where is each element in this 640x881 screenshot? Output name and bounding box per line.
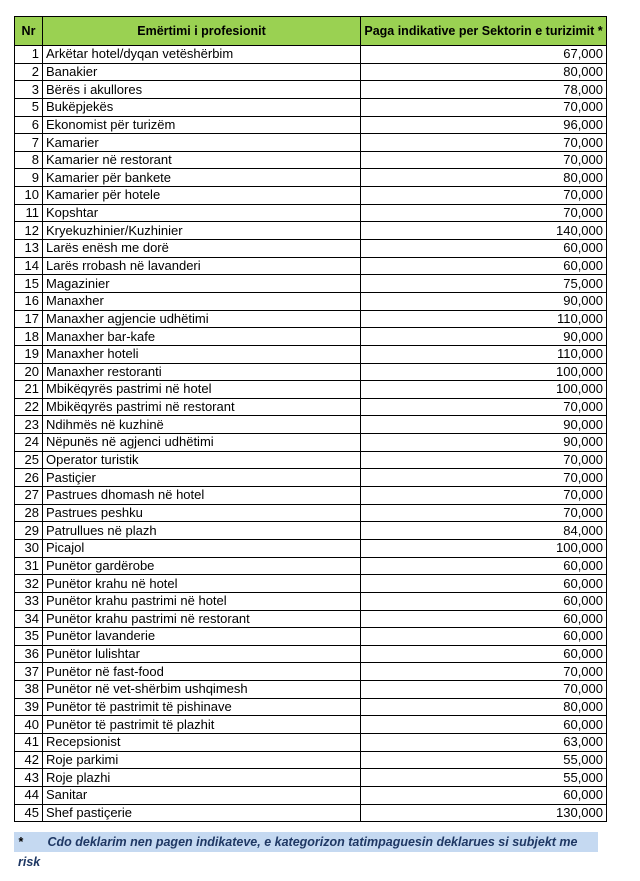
table-row xyxy=(15,187,607,205)
table-row xyxy=(15,151,607,169)
profession-name: Pastiçier xyxy=(43,469,361,487)
indicative-wage: 90,000 xyxy=(361,328,607,346)
table-row xyxy=(15,522,607,540)
indicative-wage: 70,000 xyxy=(361,98,607,116)
profession-name: Punëtor krahu pastrimi në hotel xyxy=(43,592,361,610)
profession-name: Kryekuzhinier/Kuzhinier xyxy=(43,222,361,240)
table-row xyxy=(15,769,607,787)
table-header-row xyxy=(15,17,607,46)
row-number: 21 xyxy=(15,381,43,399)
indicative-wage: 70,000 xyxy=(361,398,607,416)
profession-name: Punëtor në vet-shërbim ushqimesh xyxy=(43,681,361,699)
table-row xyxy=(15,751,607,769)
table-row xyxy=(15,275,607,293)
indicative-wage: 60,000 xyxy=(361,645,607,663)
profession-name: Operator turistik xyxy=(43,451,361,469)
table-row xyxy=(15,98,607,116)
table-row xyxy=(15,469,607,487)
table-row xyxy=(15,363,607,381)
indicative-wage: 67,000 xyxy=(361,46,607,64)
table-row xyxy=(15,328,607,346)
table-row xyxy=(15,698,607,716)
profession-name: Larës rrobash në lavanderi xyxy=(43,257,361,275)
indicative-wage: 60,000 xyxy=(361,610,607,628)
indicative-wage: 55,000 xyxy=(361,751,607,769)
indicative-wage: 100,000 xyxy=(361,539,607,557)
row-number: 29 xyxy=(15,522,43,540)
header-indicative-wage: Paga indikative per Sektorin e turizimit * xyxy=(361,17,607,46)
table-row xyxy=(15,487,607,505)
row-number: 37 xyxy=(15,663,43,681)
profession-name: Punëtor krahu në hotel xyxy=(43,575,361,593)
table-row xyxy=(15,416,607,434)
indicative-wage: 110,000 xyxy=(361,345,607,363)
indicative-wage: 90,000 xyxy=(361,434,607,452)
row-number: 43 xyxy=(15,769,43,787)
indicative-wage: 70,000 xyxy=(361,681,607,699)
row-number: 7 xyxy=(15,134,43,152)
row-number: 24 xyxy=(15,434,43,452)
row-number: 40 xyxy=(15,716,43,734)
indicative-wage: 80,000 xyxy=(361,698,607,716)
profession-name: Kamarier për bankete xyxy=(43,169,361,187)
profession-name: Punëtor të pastrimit të plazhit xyxy=(43,716,361,734)
table-row xyxy=(15,169,607,187)
profession-name: Magazinier xyxy=(43,275,361,293)
profession-name: Ekonomist për turizëm xyxy=(43,116,361,134)
profession-name: Punëtor lavanderie xyxy=(43,628,361,646)
table-row xyxy=(15,804,607,822)
table-row xyxy=(15,240,607,258)
profession-name: Picajol xyxy=(43,539,361,557)
row-number: 30 xyxy=(15,539,43,557)
row-number: 18 xyxy=(15,328,43,346)
indicative-wage: 60,000 xyxy=(361,257,607,275)
row-number: 10 xyxy=(15,187,43,205)
table-row xyxy=(15,716,607,734)
table-row xyxy=(15,575,607,593)
indicative-wage: 63,000 xyxy=(361,733,607,751)
row-number: 15 xyxy=(15,275,43,293)
header-nr: Nr xyxy=(15,17,43,46)
row-number: 27 xyxy=(15,487,43,505)
profession-name: Punëtor të pastrimit të pishinave xyxy=(43,698,361,716)
row-number: 16 xyxy=(15,292,43,310)
profession-name: Pastrues dhomash në hotel xyxy=(43,487,361,505)
indicative-wage: 75,000 xyxy=(361,275,607,293)
indicative-wage: 78,000 xyxy=(361,81,607,99)
profession-name: Manaxher xyxy=(43,292,361,310)
profession-name: Mbikëqyrës pastrimi në restorant xyxy=(43,398,361,416)
row-number: 45 xyxy=(15,804,43,822)
indicative-wage: 60,000 xyxy=(361,716,607,734)
row-number: 13 xyxy=(15,240,43,258)
indicative-wage: 70,000 xyxy=(361,187,607,205)
wage-table xyxy=(14,16,607,822)
indicative-wage: 90,000 xyxy=(361,292,607,310)
profession-name: Bukëpjekës xyxy=(43,98,361,116)
indicative-wage: 80,000 xyxy=(361,169,607,187)
table-row xyxy=(15,134,607,152)
indicative-wage: 70,000 xyxy=(361,151,607,169)
profession-name: Kamarier në restorant xyxy=(43,151,361,169)
row-number: 8 xyxy=(15,151,43,169)
indicative-wage: 60,000 xyxy=(361,786,607,804)
indicative-wage: 60,000 xyxy=(361,592,607,610)
row-number: 31 xyxy=(15,557,43,575)
table-row xyxy=(15,645,607,663)
row-number: 9 xyxy=(15,169,43,187)
profession-name: Manaxher hoteli xyxy=(43,345,361,363)
row-number: 39 xyxy=(15,698,43,716)
row-number: 3 xyxy=(15,81,43,99)
table-row xyxy=(15,610,607,628)
row-number: 33 xyxy=(15,592,43,610)
profession-name: Punëtor lulishtar xyxy=(43,645,361,663)
table-row xyxy=(15,398,607,416)
indicative-wage: 100,000 xyxy=(361,363,607,381)
row-number: 28 xyxy=(15,504,43,522)
row-number: 25 xyxy=(15,451,43,469)
row-number: 5 xyxy=(15,98,43,116)
indicative-wage: 60,000 xyxy=(361,240,607,258)
indicative-wage: 70,000 xyxy=(361,487,607,505)
row-number: 23 xyxy=(15,416,43,434)
profession-name: Mbikëqyrës pastrimi në hotel xyxy=(43,381,361,399)
indicative-wage: 70,000 xyxy=(361,134,607,152)
row-number: 34 xyxy=(15,610,43,628)
footnote-text: Cdo deklarim nen pagen indikateve, e kategorizon tatimpaguesin deklarues si subjekt me risk xyxy=(18,835,578,869)
row-number: 26 xyxy=(15,469,43,487)
indicative-wage: 60,000 xyxy=(361,557,607,575)
row-number: 42 xyxy=(15,751,43,769)
table-row xyxy=(15,204,607,222)
indicative-wage: 80,000 xyxy=(361,63,607,81)
indicative-wage: 70,000 xyxy=(361,469,607,487)
table-row xyxy=(15,628,607,646)
indicative-wage: 140,000 xyxy=(361,222,607,240)
header-profession: Emërtimi i profesionit xyxy=(43,17,361,46)
indicative-wage: 55,000 xyxy=(361,769,607,787)
table-row xyxy=(15,46,607,64)
profession-name: Punëtor gardërobe xyxy=(43,557,361,575)
table-row xyxy=(15,292,607,310)
profession-name: Banakier xyxy=(43,63,361,81)
table-row xyxy=(15,222,607,240)
footnote xyxy=(14,832,598,869)
table-row xyxy=(15,310,607,328)
row-number: 11 xyxy=(15,204,43,222)
profession-name: Nëpunës në agjenci udhëtimi xyxy=(43,434,361,452)
profession-name: Ndihmës në kuzhinë xyxy=(43,416,361,434)
row-number: 14 xyxy=(15,257,43,275)
row-number: 12 xyxy=(15,222,43,240)
row-number: 36 xyxy=(15,645,43,663)
table-row xyxy=(15,63,607,81)
profession-name: Bërës i akullores xyxy=(43,81,361,99)
indicative-wage: 84,000 xyxy=(361,522,607,540)
profession-name: Patrullues në plazh xyxy=(43,522,361,540)
table-row xyxy=(15,681,607,699)
indicative-wage: 60,000 xyxy=(361,628,607,646)
table-row xyxy=(15,539,607,557)
profession-name: Kamarier për hotele xyxy=(43,187,361,205)
row-number: 44 xyxy=(15,786,43,804)
table-row xyxy=(15,786,607,804)
indicative-wage: 70,000 xyxy=(361,204,607,222)
row-number: 22 xyxy=(15,398,43,416)
table-row xyxy=(15,345,607,363)
indicative-wage: 110,000 xyxy=(361,310,607,328)
row-number: 1 xyxy=(15,46,43,64)
table-row xyxy=(15,81,607,99)
row-number: 19 xyxy=(15,345,43,363)
table-row xyxy=(15,663,607,681)
indicative-wage: 96,000 xyxy=(361,116,607,134)
table-row xyxy=(15,381,607,399)
row-number: 17 xyxy=(15,310,43,328)
row-number: 32 xyxy=(15,575,43,593)
profession-name: Sanitar xyxy=(43,786,361,804)
indicative-wage: 70,000 xyxy=(361,451,607,469)
profession-name: Manaxher agjencie udhëtimi xyxy=(43,310,361,328)
footnote-marker: * xyxy=(18,835,23,849)
table-row xyxy=(15,557,607,575)
table-row xyxy=(15,434,607,452)
profession-name: Manaxher restoranti xyxy=(43,363,361,381)
row-number: 2 xyxy=(15,63,43,81)
table-row xyxy=(15,733,607,751)
profession-name: Arkëtar hotel/dyqan vetëshërbim xyxy=(43,46,361,64)
row-number: 35 xyxy=(15,628,43,646)
profession-name: Punëtor në fast-food xyxy=(43,663,361,681)
table-body xyxy=(15,46,607,822)
profession-name: Roje plazhi xyxy=(43,769,361,787)
profession-name: Kopshtar xyxy=(43,204,361,222)
profession-name: Shef pastiçerie xyxy=(43,804,361,822)
table-row xyxy=(15,592,607,610)
row-number: 41 xyxy=(15,733,43,751)
profession-name: Roje parkimi xyxy=(43,751,361,769)
indicative-wage: 90,000 xyxy=(361,416,607,434)
indicative-wage: 100,000 xyxy=(361,381,607,399)
table-row xyxy=(15,116,607,134)
profession-name: Larës enësh me dorë xyxy=(43,240,361,258)
table-row xyxy=(15,451,607,469)
profession-name: Manaxher bar-kafe xyxy=(43,328,361,346)
table-row xyxy=(15,504,607,522)
row-number: 6 xyxy=(15,116,43,134)
row-number: 38 xyxy=(15,681,43,699)
indicative-wage: 60,000 xyxy=(361,575,607,593)
indicative-wage: 70,000 xyxy=(361,663,607,681)
profession-name: Pastrues peshku xyxy=(43,504,361,522)
profession-name: Punëtor krahu pastrimi në restorant xyxy=(43,610,361,628)
profession-name: Recepsionist xyxy=(43,733,361,751)
indicative-wage: 70,000 xyxy=(361,504,607,522)
profession-name: Kamarier xyxy=(43,134,361,152)
table-row xyxy=(15,257,607,275)
row-number: 20 xyxy=(15,363,43,381)
indicative-wage: 130,000 xyxy=(361,804,607,822)
